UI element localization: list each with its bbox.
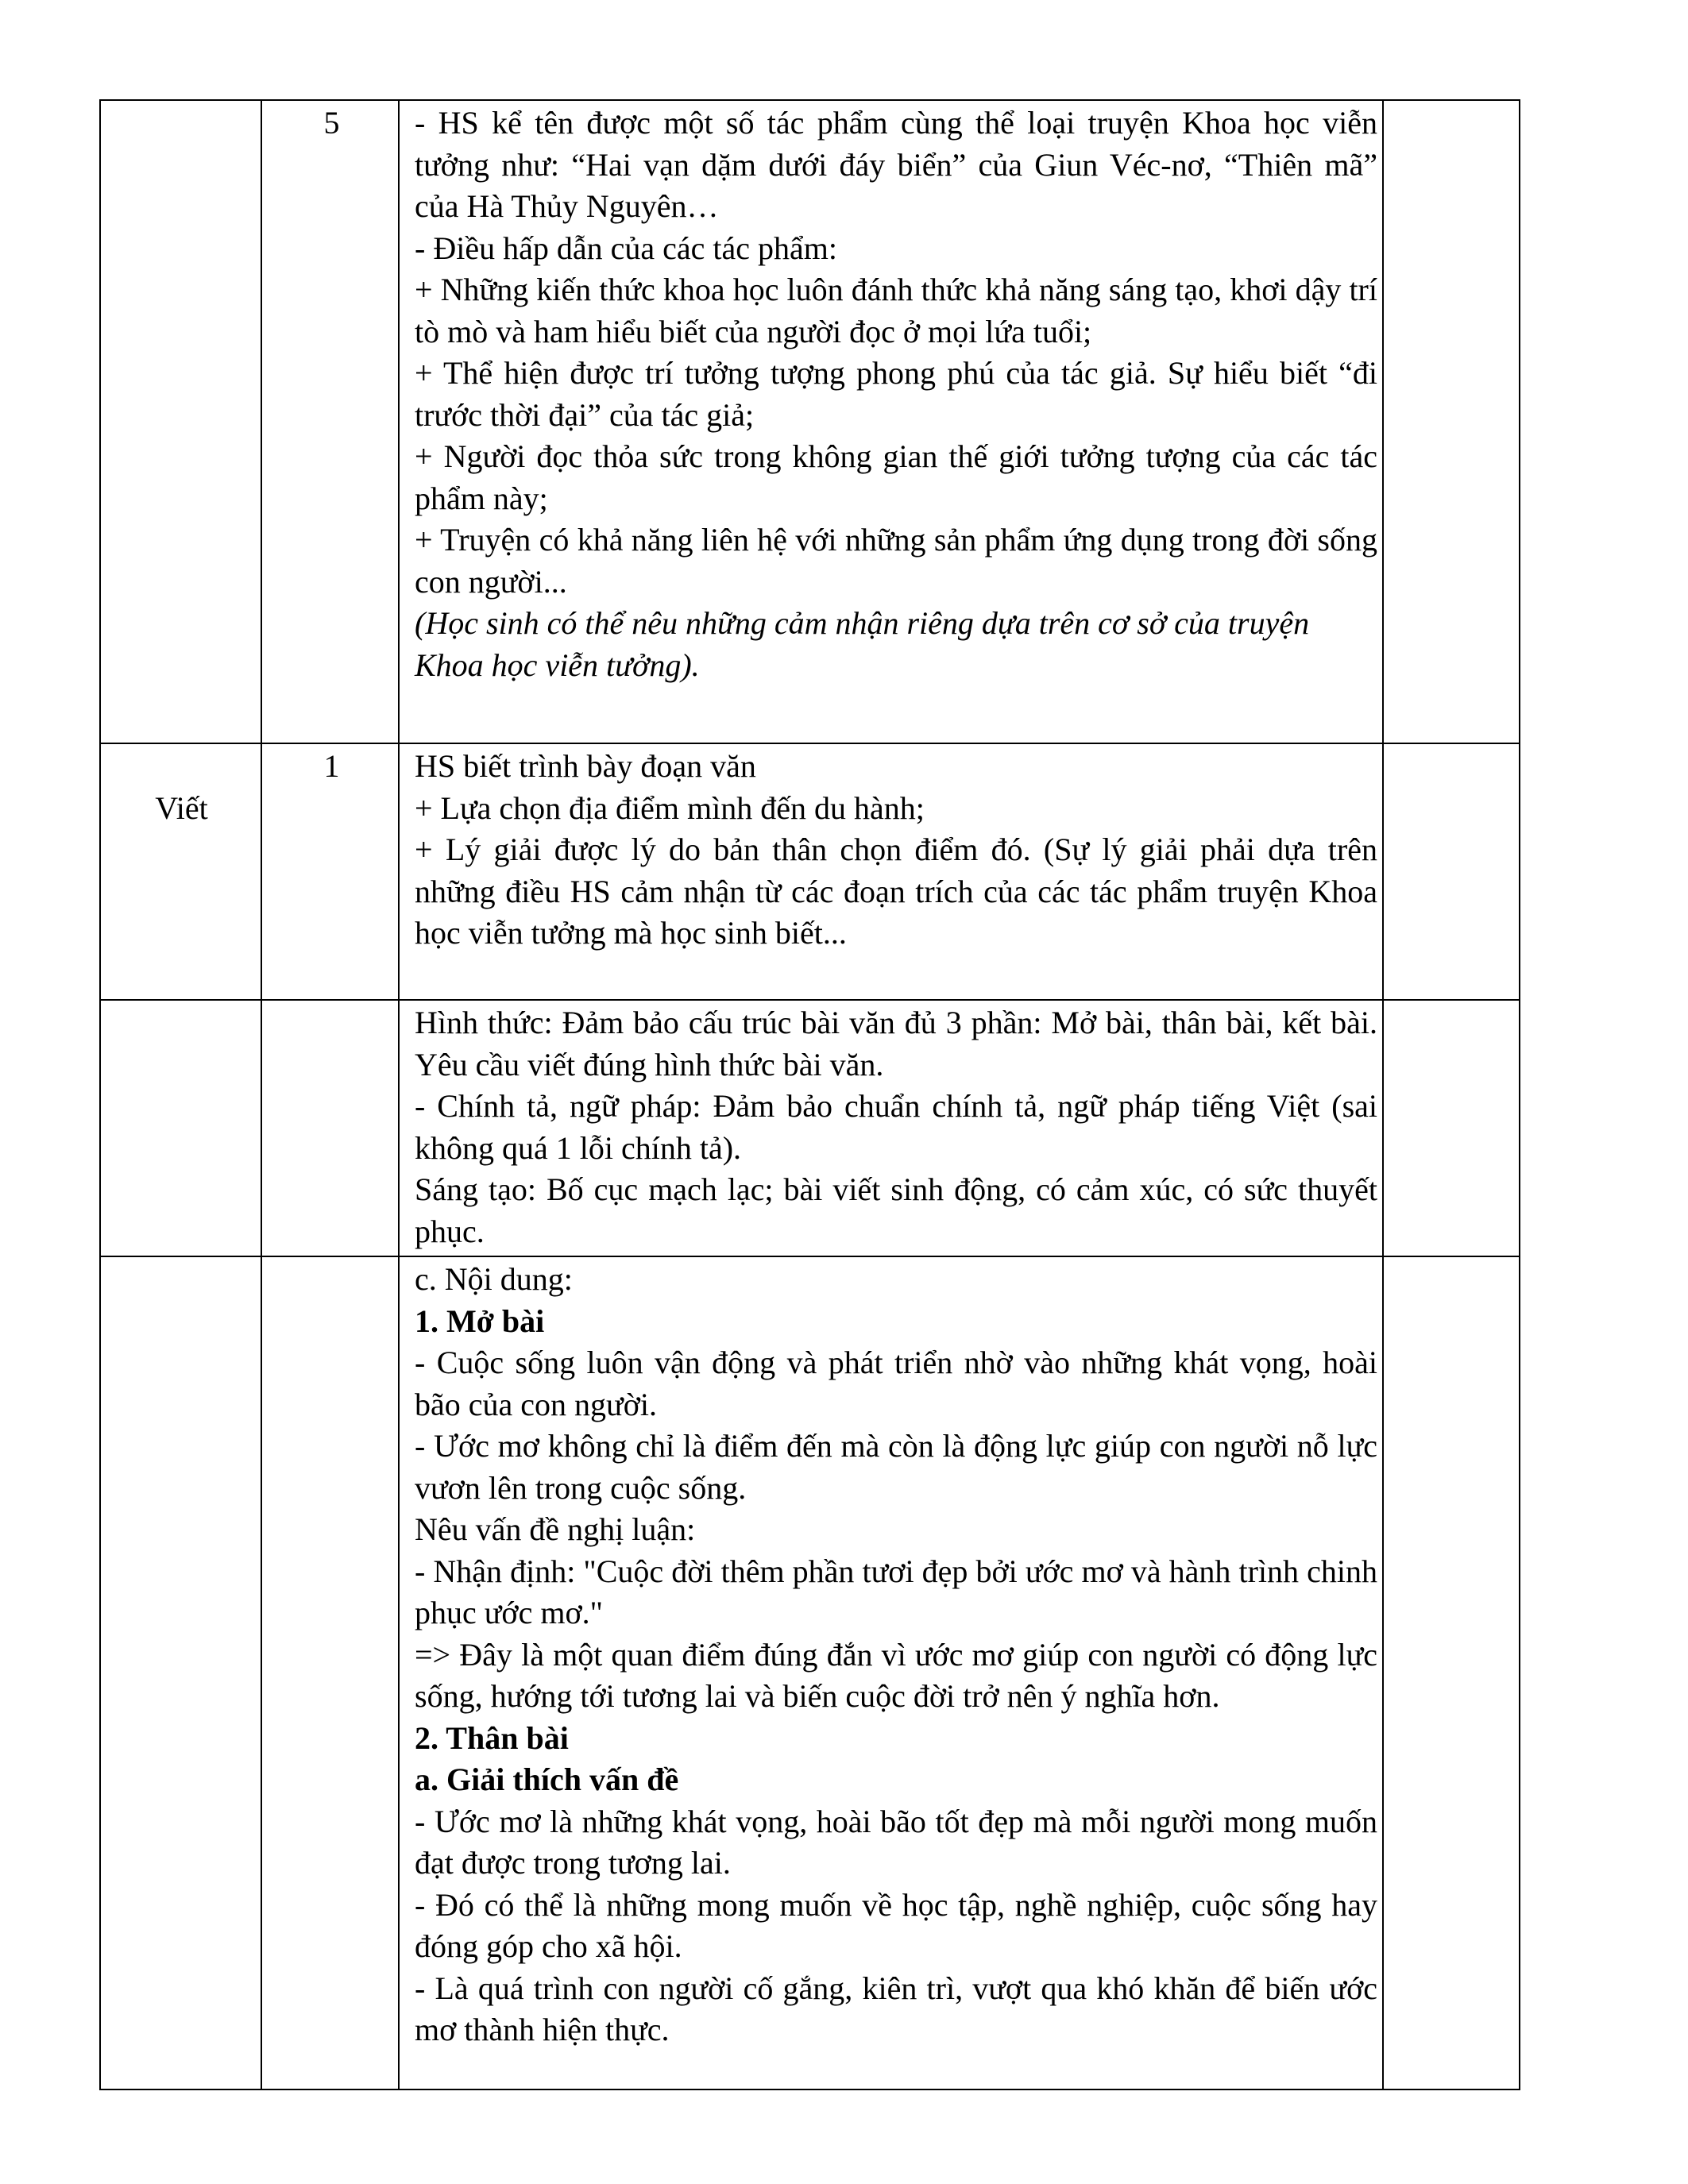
table-border-right [1519,99,1520,2090]
criteria-cell [415,102,1377,686]
criteria-line: - Điều hấp dẫn của các tác phẩm: [415,230,837,266]
criteria-line: + Lý giải được lý do bản thân chọn điểm đó. (Sự lý giải phải dựa trên những điều HS cảm nhận từ các đoạn trích của các tác phẩm truyện Khoa học viễn tưởng mà học sinh biết... [415,832,1377,951]
skill-label-cell: Viết [155,790,208,826]
criteria-note: (Học sinh có thể nêu những cảm nhận riêng dựa trên cơ sở của truyện Khoa học viễn tưởng). [415,605,1310,683]
criteria-line: => Đây là một quan điểm đúng đắn vì ước mơ giúp con người có động lực sống, hướng tới tương lai và biến cuộc đời trở nên ý nghĩa hơn. [415,1636,1377,1714]
criteria-line: Hình thức: Đảm bảo cấu trúc bài văn đủ 3 phần: Mở bài, thân bài, kết bài. Yêu cầu viết đúng hình thức bài văn. [415,1005,1377,1082]
section-heading: 2. Thân bài [415,1719,569,1756]
criteria-line: c. Nội dung: [415,1261,573,1297]
criteria-line: HS biết trình bày đoạn văn [415,748,756,784]
column-divider [398,99,400,2090]
column-divider [261,99,262,2090]
criteria-line: - Nhận định: "Cuộc đời thêm phần tươi đẹp bởi ước mơ và hành trình chinh phục ước mơ." [415,1553,1377,1630]
criteria-line: - Chính tả, ngữ pháp: Đảm bảo chuẩn chính tả, ngữ pháp tiếng Việt (sai không quá 1 lỗi chính tả). [415,1088,1377,1166]
criteria-line: - Là quá trình con người cố gắng, kiên trì, vượt qua khó khăn để biến ước mơ thành hiện thực. [415,1970,1377,2047]
criteria-line: + Lựa chọn địa điểm mình đến du hành; [415,789,925,826]
criteria-line: - HS kể tên được một số tác phẩm cùng thể loại truyện Khoa học viễn tưởng như: “Hai vạn dặm dưới đáy biển” của Giun Véc-nơ, “Thiên mã” của Hà Thủy Nguyên… [415,105,1377,224]
criteria-line: + Những kiến thức khoa học luôn đánh thức khả năng sáng tạo, khơi dậy trí tò mò và ham hiểu biết của người đọc ở mọi lứa tuổi; [415,272,1377,349]
row-divider [99,1256,1520,1257]
criteria-line: - Ước mơ là những khát vọng, hoài bão tốt đẹp mà mỗi người mong muốn đạt được trong tương lai. [415,1803,1377,1881]
subsection-heading: a. Giải thích vấn đề [415,1761,679,1797]
table-border-left [99,99,101,2090]
score-cell: 1 [323,748,340,784]
section-heading: 1. Mở bài [415,1302,545,1339]
criteria-line: + Thể hiện được trí tưởng tượng phong phú của tác giả. Sự hiểu biết “đi trước thời đại” của tác giả; [415,355,1377,433]
table-border-top [99,99,1520,101]
table-border-bottom [99,2089,1520,2090]
column-divider [1382,99,1384,2090]
row-divider [99,743,1520,744]
row-divider [99,999,1520,1001]
criteria-line: Nêu vấn đề nghị luận: [415,1511,696,1547]
criteria-line: + Truyện có khả năng liên hệ với những sản phẩm ứng dụng trong đời sống con người... [415,522,1377,600]
criteria-line: - Cuộc sống luôn vận động và phát triển nhờ vào những khát vọng, hoài bão của con người. [415,1345,1377,1422]
criteria-line: - Ước mơ không chỉ là điểm đến mà còn là động lực giúp con người nỗ lực vươn lên trong cuộc sống. [415,1428,1377,1506]
criteria-cell [415,746,1377,955]
criteria-line: + Người đọc thỏa sức trong không gian thế giới tưởng tượng của các tác phẩm này; [415,438,1377,516]
score-cell: 5 [323,105,340,141]
criteria-line: Sáng tạo: Bố cục mạch lạc; bài viết sinh động, có cảm xúc, có sức thuyết phục. [415,1171,1377,1249]
criteria-line: - Đó có thể là những mong muốn về học tập, nghề nghiệp, cuộc sống hay đóng góp cho xã hội. [415,1886,1377,1964]
criteria-cell [415,1002,1377,1252]
criteria-cell [415,1259,1377,2051]
